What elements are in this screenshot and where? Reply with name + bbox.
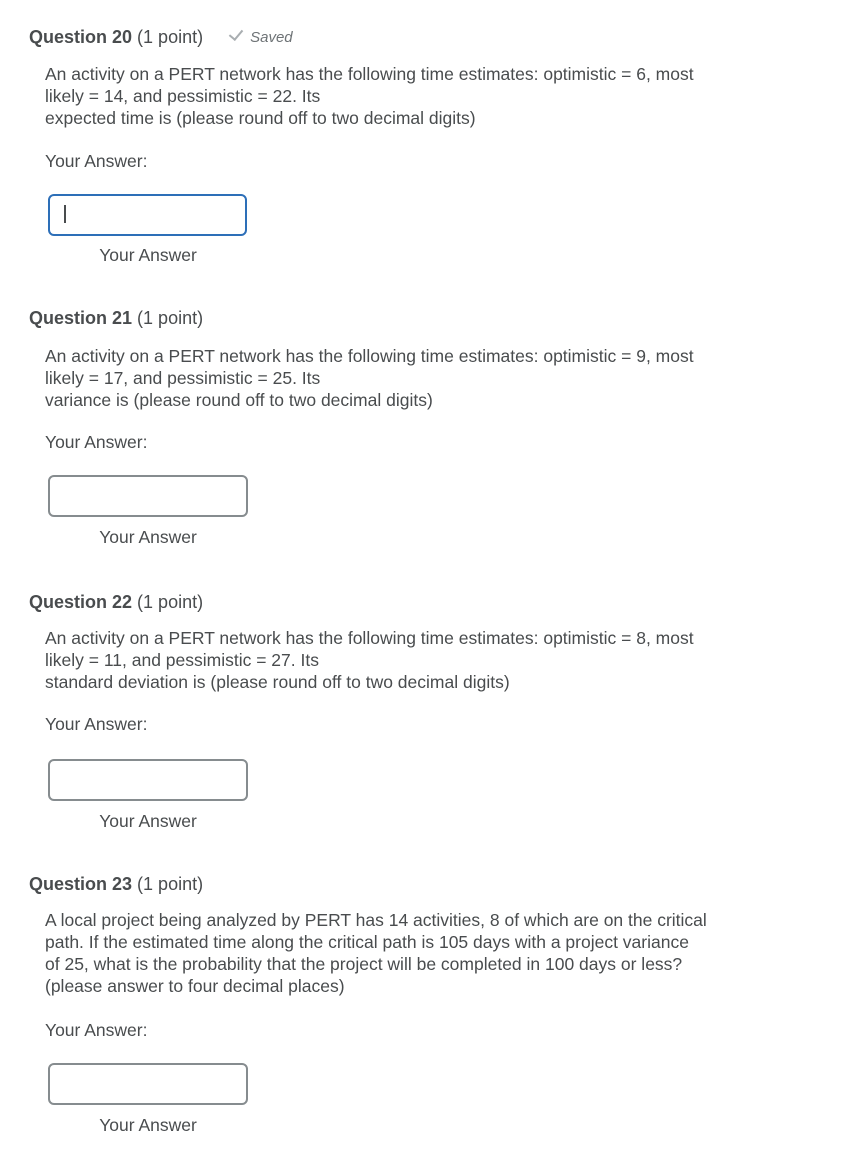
- question-title: Question 23: [29, 874, 133, 894]
- question-points: (1 point): [137, 27, 204, 47]
- question-title: Question 20: [29, 27, 133, 47]
- answer-caption: Your Answer: [99, 1115, 197, 1135]
- question-text: [45, 627, 785, 693]
- question-text-line: path. If the estimated time along the critical path is 105 days with a project variance: [45, 932, 689, 952]
- question-text: [45, 63, 785, 129]
- question-text-line: likely = 17, and pessimistic = 25. Its: [45, 368, 321, 388]
- question-text-line: A local project being analyzed by PERT has 14 activities, 8 of which are on the critical: [45, 910, 707, 930]
- question-header: [29, 307, 203, 329]
- saved-label: Saved: [250, 29, 293, 46]
- answer-input-q23[interactable]: [48, 1063, 248, 1105]
- answer-input-q21[interactable]: [48, 475, 248, 517]
- question-header: [29, 26, 293, 49]
- saved-status: [232, 27, 293, 49]
- question-text-line: likely = 11, and pessimistic = 27. Its: [45, 650, 319, 670]
- question-text-line: variance is (please round off to two decimal digits): [45, 390, 433, 410]
- checkmark-icon: [229, 26, 243, 41]
- question-text-line: An activity on a PERT network has the following time estimates: optimistic = 9, most: [45, 346, 694, 366]
- question-points: (1 point): [137, 874, 204, 894]
- question-text-line: of 25, what is the probability that the project will be completed in 100 days or less?: [45, 954, 683, 974]
- question-points: (1 point): [137, 308, 204, 328]
- question-header: [29, 873, 203, 895]
- answer-label: Your Answer:: [45, 714, 148, 734]
- answer-input-q20[interactable]: [48, 194, 247, 236]
- answer-input-q22[interactable]: [48, 759, 248, 801]
- answer-caption: Your Answer: [99, 527, 197, 547]
- question-title: Question 22: [29, 592, 133, 612]
- question-text-line: expected time is (please round off to two decimal digits): [45, 108, 476, 128]
- answer-label: Your Answer:: [45, 1020, 148, 1040]
- question-text: [45, 345, 785, 411]
- question-header: [29, 591, 203, 613]
- question-text: [45, 909, 785, 997]
- answer-label: Your Answer:: [45, 151, 148, 171]
- question-text-line: An activity on a PERT network has the following time estimates: optimistic = 6, most: [45, 64, 694, 84]
- question-text-line: likely = 14, and pessimistic = 22. Its: [45, 86, 321, 106]
- question-text-line: (please answer to four decimal places): [45, 976, 345, 996]
- question-text-line: standard deviation is (please round off to two decimal digits): [45, 672, 510, 692]
- question-points: (1 point): [137, 592, 204, 612]
- answer-caption: Your Answer: [99, 245, 197, 265]
- text-caret: [64, 205, 66, 223]
- answer-label: Your Answer:: [45, 432, 148, 452]
- question-text-line: An activity on a PERT network has the following time estimates: optimistic = 8, most: [45, 628, 694, 648]
- question-title: Question 21: [29, 308, 133, 328]
- answer-caption: Your Answer: [99, 811, 197, 831]
